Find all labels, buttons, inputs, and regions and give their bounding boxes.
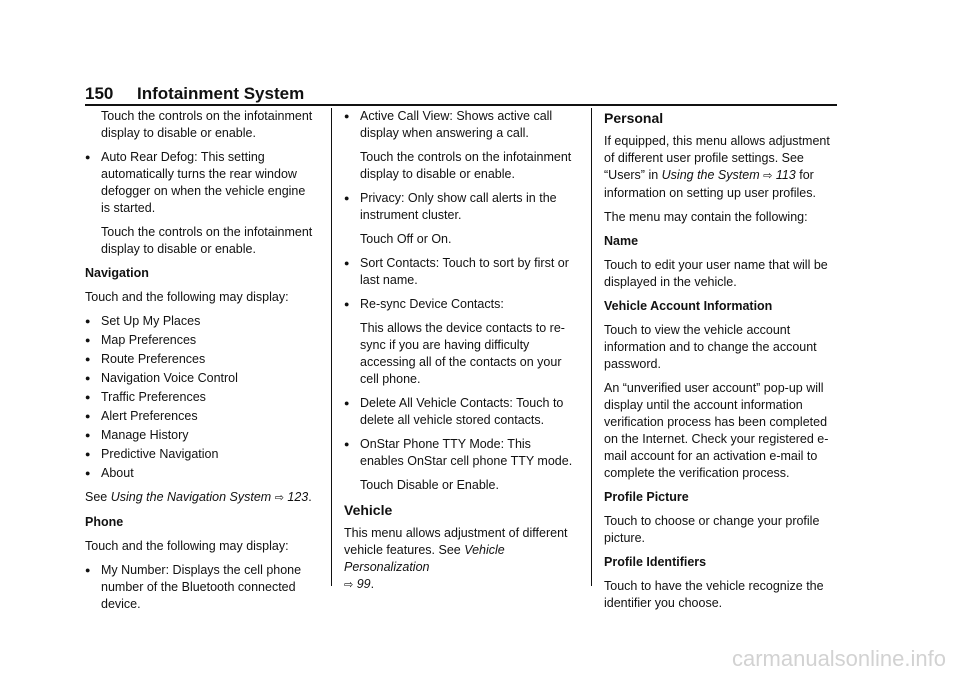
bullet-item: ● My Number: Displays the cell phone number of the Bluetooth connected device. [85, 562, 317, 613]
bullet-item: ● About [85, 465, 317, 482]
bullet-item: ● Traffic Preferences [85, 389, 317, 406]
page-ref-arrow-icon: ⇨ [344, 579, 354, 591]
bullet-item: ● Map Preferences [85, 332, 317, 349]
vehicle-account-heading: Vehicle Account Information [604, 299, 773, 313]
bullet-item: ● Sort Contacts: Touch to sort by first or last name. [344, 255, 576, 289]
bullet-item: ● Route Preferences [85, 351, 317, 368]
paragraph: The menu may contain the following: [604, 210, 808, 224]
bullet-item: ● Predictive Navigation [85, 446, 317, 463]
personal-heading: Personal [604, 110, 664, 126]
phone-heading: Phone [85, 515, 124, 529]
page-header [85, 82, 837, 104]
paragraph: Touch and the following may display: [85, 539, 289, 553]
profile-picture-heading: Profile Picture [604, 490, 689, 504]
see-suffix: . [308, 490, 312, 504]
page-ref[interactable]: 123 [287, 490, 309, 504]
paragraph: Touch to edit your user name that will be displayed in the vehicle. [604, 258, 828, 289]
bullet-item: ● Alert Preferences [85, 408, 317, 425]
profile-identifiers-heading: Profile Identifiers [604, 555, 707, 569]
paragraph: Touch the controls on the infotainment display to disable or enable. [101, 109, 313, 140]
personal-suffix: for information on setting up user profiles. [604, 168, 816, 200]
paragraph: Touch Disable or Enable. [360, 478, 499, 492]
bullet-item: ● Privacy: Only show call alerts in the instrument cluster. [344, 190, 576, 224]
bullet-item: ● Delete All Vehicle Contacts: Touch to delete all vehicle stored contacts. [344, 395, 576, 429]
paragraph: This allows the device contacts to re-sync if you are having difficulty accessing all of the contacts on your cell phone. [360, 321, 565, 386]
vehicle-suffix: . [370, 577, 375, 591]
vehicle-personalization-link[interactable]: Vehicle Personalization [344, 543, 505, 574]
bullet-item: ● Manage History [85, 427, 317, 444]
paragraph: Touch to choose or change your profile picture. [604, 514, 820, 545]
watermark: carmanualsonline.info [731, 646, 946, 671]
bullet-item: ● Re-sync Device Contacts: [344, 296, 576, 313]
section-title: Infotainment System [137, 84, 305, 103]
page-ref-arrow-icon: ⇨ [763, 170, 773, 182]
paragraph: Touch Off or On. [360, 232, 452, 246]
paragraph: Touch the controls on the infotainment display to disable or enable. [101, 225, 313, 256]
vehicle-heading: Vehicle [344, 502, 393, 518]
column-2 [344, 108, 576, 601]
navigation-system-link[interactable]: Using the Navigation System [110, 490, 272, 504]
paragraph: Touch to view the vehicle account information and to change the account password. [604, 323, 817, 371]
using-the-system-link[interactable]: Using the System [661, 168, 760, 182]
column-divider [331, 108, 332, 586]
bullet-item: ● OnStar Phone TTY Mode: This enables OnStar cell phone TTY mode. [344, 436, 576, 470]
page-ref[interactable]: 113 [775, 168, 796, 182]
page-ref-arrow-icon: ⇨ [274, 492, 284, 504]
paragraph: Touch and the following may display: [85, 290, 289, 304]
column-3 [604, 108, 840, 619]
bullet-item: ● Set Up My Places [85, 313, 317, 330]
paragraph: Touch the controls on the infotainment display to disable or enable. [360, 150, 572, 181]
paragraph: Touch to have the vehicle recognize the identifier you choose. [604, 579, 824, 610]
column-divider [591, 108, 592, 586]
paragraph: An “unverified user account” pop-up will display until the account information verification process has been completed on the Internet. Check your registered e-mail account for an activation e-mail to complete the verification process. [604, 381, 829, 480]
bullet-item: ● Navigation Voice Control [85, 370, 317, 387]
navigation-heading: Navigation [85, 266, 149, 280]
vehicle-paragraph [344, 525, 576, 594]
personal-paragraph [604, 133, 840, 202]
see-reference [85, 489, 317, 507]
column-1 [85, 108, 317, 615]
name-heading: Name [604, 234, 639, 248]
page-number: 150 [85, 84, 114, 103]
personal-text: If equipped, this menu allows adjustment of different user profile settings. See “Users” in [604, 134, 830, 182]
bullet-item: ● Active Call View: Shows active call display when answering a call. [344, 108, 576, 142]
page-ref[interactable]: 99 [356, 577, 371, 591]
bullet-item: ● Auto Rear Defog: This setting automatically turns the rear window defogger on when the vehicle engine is started. [85, 149, 317, 217]
vehicle-text: This menu allows adjustment of different vehicle features. See [344, 526, 568, 557]
see-prefix: See [85, 490, 111, 504]
header-divider [85, 104, 837, 106]
